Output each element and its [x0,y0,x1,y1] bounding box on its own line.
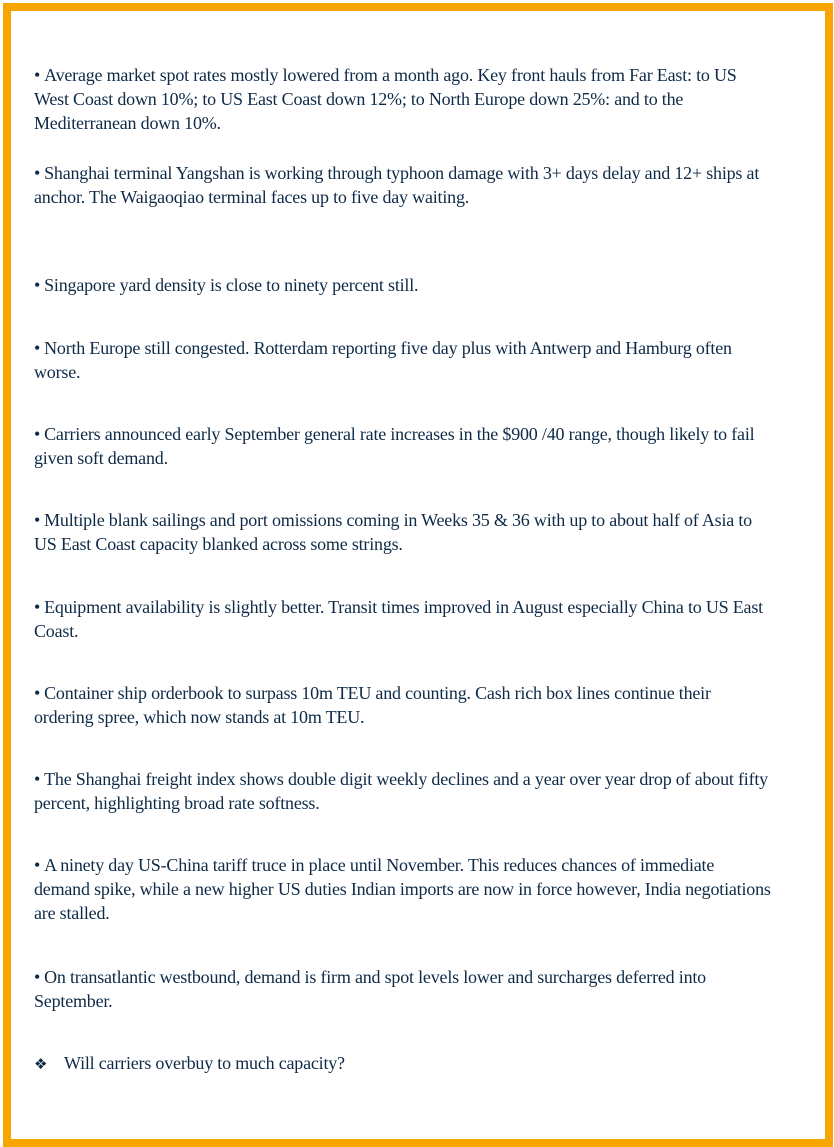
bullet-text: Carriers announced early September general rate increases in the $900 /40 range, though likely to fail given soft demand. [34,424,755,468]
bullet-dot-icon: • [34,967,41,987]
bullet-item [34,63,774,135]
closing-question [34,1051,345,1076]
bullet-text: North Europe still congested. Rotterdam reporting five day plus with Antwerp and Hamburg often worse. [34,338,732,382]
bullet-dot-icon: • [34,163,41,183]
bullet-dot-icon: • [34,338,41,358]
bullet-text: On transatlantic westbound, demand is firm and spot levels lower and surcharges deferred into September. [34,967,706,1011]
bullet-dot-icon: • [34,597,41,617]
bullet-dot-icon: • [34,769,41,789]
bullet-item [34,161,774,209]
bullet-dot-icon: • [34,683,41,703]
bullet-dot-icon: • [34,510,41,530]
bullet-item [34,965,774,1013]
bullet-dot-icon: • [34,275,41,295]
bullet-text: Equipment availability is slightly better. Transit times improved in August especially China to US East Coast. [34,597,763,641]
bullet-text: Average market spot rates mostly lowered from a month ago. Key front hauls from Far East: to US West Coast down 10%; to US East Coast down 12%; to North Europe down 25%: and to the Mediterranean down 10%. [34,65,737,133]
bullet-text: Shanghai terminal Yangshan is working through typhoon damage with 3+ days delay and 12+ ships at anchor. The Waigaoqiao terminal faces up to five day waiting. [34,163,760,207]
bullet-item [34,767,774,815]
bullet-text: Singapore yard density is close to ninety percent still. [44,275,419,295]
bullet-dot-icon: • [34,424,41,444]
bullet-item [34,595,774,643]
bullet-item [34,273,774,297]
bullet-item [34,853,774,925]
question-text: Will carriers overbuy to much capacity? [64,1053,345,1073]
bullet-text: A ninety day US-China tariff truce in place until November. This reduces chances of immediate demand spike, while a new higher US duties Indian imports are now in force however, India negotiations are stalled. [34,855,771,923]
bullet-item [34,336,774,384]
bullet-item [34,681,774,729]
bullet-dot-icon: • [34,855,41,875]
bullet-dot-icon: • [34,65,41,85]
bullet-item [34,422,774,470]
bullet-text: Multiple blank sailings and port omissions coming in Weeks 35 & 36 with up to about half of Asia to US East Coast capacity blanked across some strings. [34,510,752,554]
bullet-text: Container ship orderbook to surpass 10m TEU and counting. Cash rich box lines continue their ordering spree, which now stands at 10m TEU. [34,683,711,727]
diamond-bullet-icon: ❖ [34,1055,48,1073]
bullet-item [34,508,774,556]
bullet-text: The Shanghai freight index shows double digit weekly declines and a year over year drop of about fifty percent, highlighting broad rate softness. [34,769,768,813]
